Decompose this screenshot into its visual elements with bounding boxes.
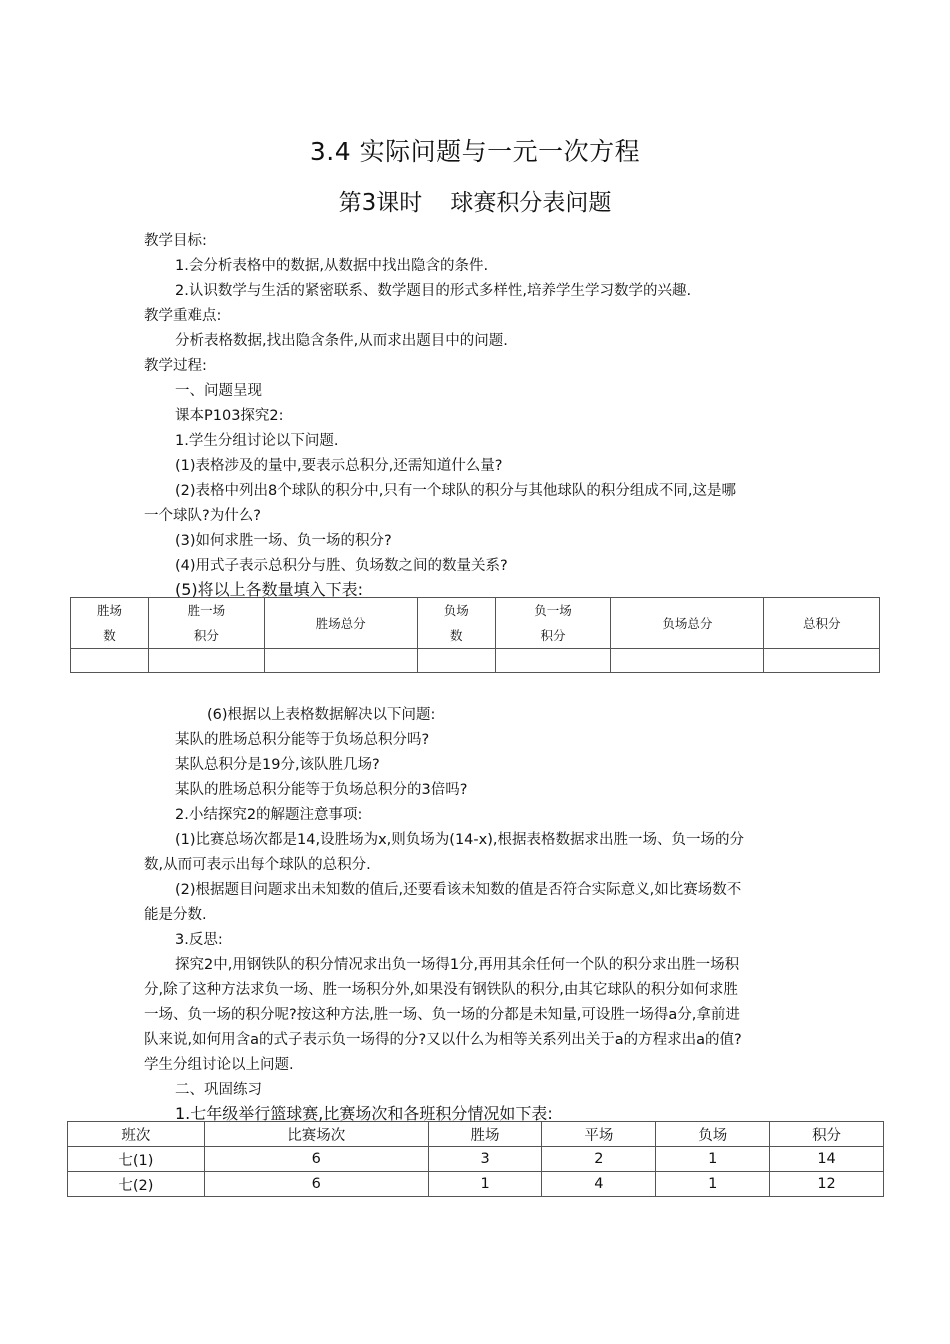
section-heading: 一、问题呈现: [175, 383, 262, 399]
score-structure-table: [70, 597, 880, 673]
section-heading: 二、巩固练习: [175, 1082, 262, 1098]
empty-cell: [611, 649, 764, 673]
cell: 3: [428, 1147, 542, 1172]
sub-question: 某队总积分是19分,该队胜几场?: [175, 757, 380, 773]
paragraph-line: 课本P103探究2:: [175, 408, 284, 424]
table-row: [68, 1147, 884, 1172]
sub-question: 某队的胜场总积分能等于负场总积分吗?: [175, 732, 430, 748]
paragraph-line: 1.学生分组讨论以下问题.: [175, 433, 339, 449]
header-cell: 负场 数: [417, 598, 495, 649]
empty-cell: [149, 649, 265, 673]
paragraph-line: 2.小结探究2的解题注意事项:: [175, 807, 363, 823]
lesson-number: 第3课时: [338, 190, 423, 216]
cell: 4: [542, 1172, 656, 1197]
lesson-topic: 球赛积分表问题: [450, 190, 612, 216]
heading-key-points: 教学重难点:: [144, 308, 222, 324]
header-cell: 平场: [542, 1122, 656, 1147]
header-cell: 总积分: [764, 598, 880, 649]
cell: 七(2): [68, 1172, 205, 1197]
cell: 6: [204, 1172, 428, 1197]
table-row-empty: [71, 649, 880, 673]
paragraph-line: (1)比赛总场次都是14,设胜场为x,则负场为(14-x),根据表格数据求出胜一场、负一场的分: [175, 832, 744, 848]
exercise-line: 1.七年级举行篮球赛,比赛场次和各班积分情况如下表:: [175, 1104, 553, 1123]
cell: 14: [770, 1147, 884, 1172]
cell: 1: [656, 1147, 770, 1172]
paragraph-line: 分,除了这种方法求负一场、胜一场积分外,如果没有钢铁队的积分,由其它球队的积分如何求胜: [144, 982, 738, 998]
paragraph-line: 数,从而可表示出每个球队的总积分.: [144, 857, 371, 873]
basketball-score-table: [67, 1121, 884, 1197]
header-cell: 积分: [770, 1122, 884, 1147]
goal-item: 1.会分析表格中的数据,从数据中找出隐含的条件.: [175, 258, 489, 274]
header-cell: 胜场总分: [264, 598, 417, 649]
table-row: [68, 1172, 884, 1197]
paragraph-line: 一场、负一场的积分呢?按这种方法,胜一场、负一场的分都是未知量,可设胜一场得a分,拿前进: [144, 1007, 740, 1023]
header-cell: 负场: [656, 1122, 770, 1147]
empty-cell: [264, 649, 417, 673]
header-cell: 比赛场次: [204, 1122, 428, 1147]
sub-question: 某队的胜场总积分能等于负场总积分的3倍吗?: [175, 782, 468, 798]
empty-cell: [495, 649, 611, 673]
paragraph-line: (2)根据题目问题求出未知数的值后,还要看该未知数的值是否符合实际意义,如比赛场数不: [175, 882, 742, 898]
paragraph-line: 探究2中,用钢铁队的积分情况求出负一场得1分,再用其余任何一个队的积分求出胜一场积: [175, 957, 740, 973]
question-line: 一个球队?为什么?: [144, 508, 261, 524]
header-cell: 胜场 数: [71, 598, 149, 649]
question-line: (1)表格涉及的量中,要表示总积分,还需知道什么量?: [175, 458, 503, 474]
empty-cell: [71, 649, 149, 673]
header-cell: 胜一场 积分: [149, 598, 265, 649]
question-line: (3)如何求胜一场、负一场的积分?: [175, 533, 392, 549]
cell: 七(1): [68, 1147, 205, 1172]
cell: 6: [204, 1147, 428, 1172]
document-subtitle: [0, 184, 950, 217]
question-line: (4)用式子表示总积分与胜、负场数之间的数量关系?: [175, 558, 508, 574]
cell: 12: [770, 1172, 884, 1197]
heading-teaching-process: 教学过程:: [144, 358, 207, 374]
question-line: (5)将以上各数量填入下表:: [175, 580, 364, 599]
paragraph-line: 3.反思:: [175, 932, 223, 948]
key-point-text: 分析表格数据,找出隐含条件,从而求出题目中的问题.: [175, 333, 508, 349]
header-cell: 负一场 积分: [495, 598, 611, 649]
question-line: (2)表格中列出8个球队的积分中,只有一个球队的积分与其他球队的积分组成不同,这是哪: [175, 483, 736, 499]
table-header-row: [71, 598, 880, 649]
header-cell: 胜场: [428, 1122, 542, 1147]
goal-item: 2.认识数学与生活的紧密联系、数学题目的形式多样性,培养学生学习数学的兴趣.: [175, 283, 692, 299]
heading-teaching-goals: 教学目标:: [144, 233, 207, 249]
cell: 2: [542, 1147, 656, 1172]
empty-cell: [764, 649, 880, 673]
paragraph-line: 能是分数.: [144, 907, 207, 923]
cell: 1: [428, 1172, 542, 1197]
header-cell: 班次: [68, 1122, 205, 1147]
paragraph-line: 学生分组讨论以上问题.: [144, 1057, 294, 1073]
empty-cell: [417, 649, 495, 673]
header-cell: 负场总分: [611, 598, 764, 649]
cell: 1: [656, 1172, 770, 1197]
table-header-row: [68, 1122, 884, 1147]
paragraph-line: 队来说,如何用含a的式子表示负一场得的分?又以什么为相等关系列出关于a的方程求出a的值?: [144, 1032, 742, 1048]
question-line: (6)根据以上表格数据解决以下问题:: [207, 707, 436, 723]
document-title: 3.4 实际问题与一元一次方程: [309, 137, 641, 166]
